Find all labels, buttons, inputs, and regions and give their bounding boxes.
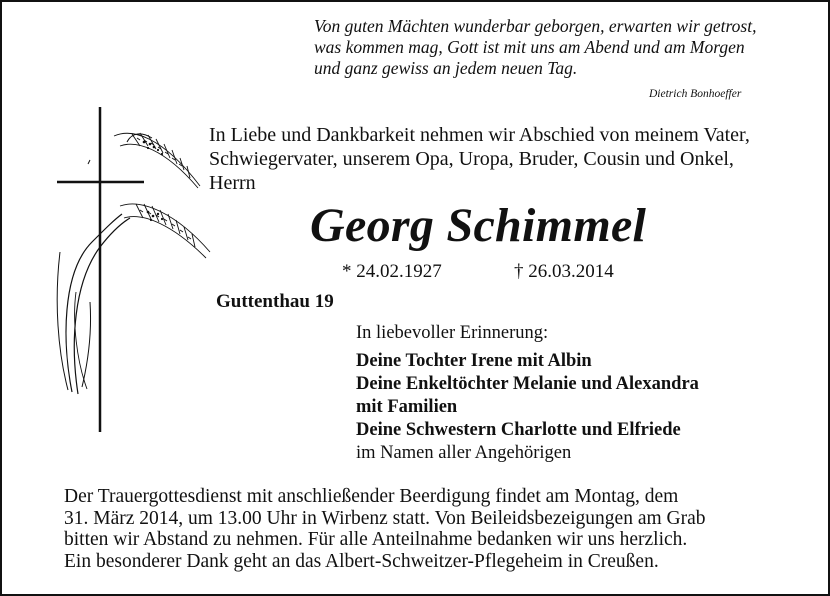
intro-line: Herrn xyxy=(209,172,256,194)
quote-line: und ganz gewiss an jedem neuen Tag. xyxy=(314,58,578,78)
mourner-line: mit Familien xyxy=(356,397,458,417)
mourner-line: Deine Tochter Irene mit Albin xyxy=(356,351,592,371)
quote-line: was kommen mag, Gott ist mit uns am Abend und am Morgen xyxy=(314,37,745,57)
mourners-list xyxy=(356,350,699,465)
service-info xyxy=(64,486,706,572)
intro-line: Schwiegervater, unserem Opa, Uropa, Bruder, Cousin und Onkel, xyxy=(209,148,734,170)
mourner-line: im Namen aller Angehörigen xyxy=(356,443,572,463)
service-line: bitten wir Abstand zu nehmen. Für alle Anteilnahme bedanken wir uns herzlich. xyxy=(64,529,688,550)
service-line: Der Trauergottesdienst mit anschließender Beerdigung findet am Montag, dem xyxy=(64,486,679,507)
address: Guttenthau 19 xyxy=(216,291,334,312)
quote-author: Dietrich Bonhoeffer xyxy=(649,88,742,100)
death-date: † 26.03.2014 xyxy=(514,261,614,282)
birth-date: * 24.02.1927 xyxy=(342,261,442,282)
quote-text xyxy=(314,16,756,79)
mourner-line: Deine Schwestern Charlotte und Elfriede xyxy=(356,420,681,440)
service-line: 31. März 2014, um 13.00 Uhr in Wirbenz statt. Von Beileidsbezeigungen am Grab xyxy=(64,507,706,529)
cross-with-wheat-icon xyxy=(32,102,212,442)
intro-line: In Liebe und Dankbarkeit nehmen wir Abschied von meinem Vater, xyxy=(209,124,750,146)
service-line: Ein besonderer Dank geht an das Albert-Schweitzer-Pflegeheim in Creußen. xyxy=(64,550,659,572)
mourners-heading: In liebevoller Erinnerung: xyxy=(356,323,549,343)
deceased-name: Georg Schimmel xyxy=(310,199,647,252)
intro-text xyxy=(209,123,750,195)
mourner-line: Deine Enkeltöchter Melanie und Alexandra xyxy=(356,374,699,394)
quote-line: Von guten Mächten wunderbar geborgen, erwarten wir getrost, xyxy=(314,16,757,36)
